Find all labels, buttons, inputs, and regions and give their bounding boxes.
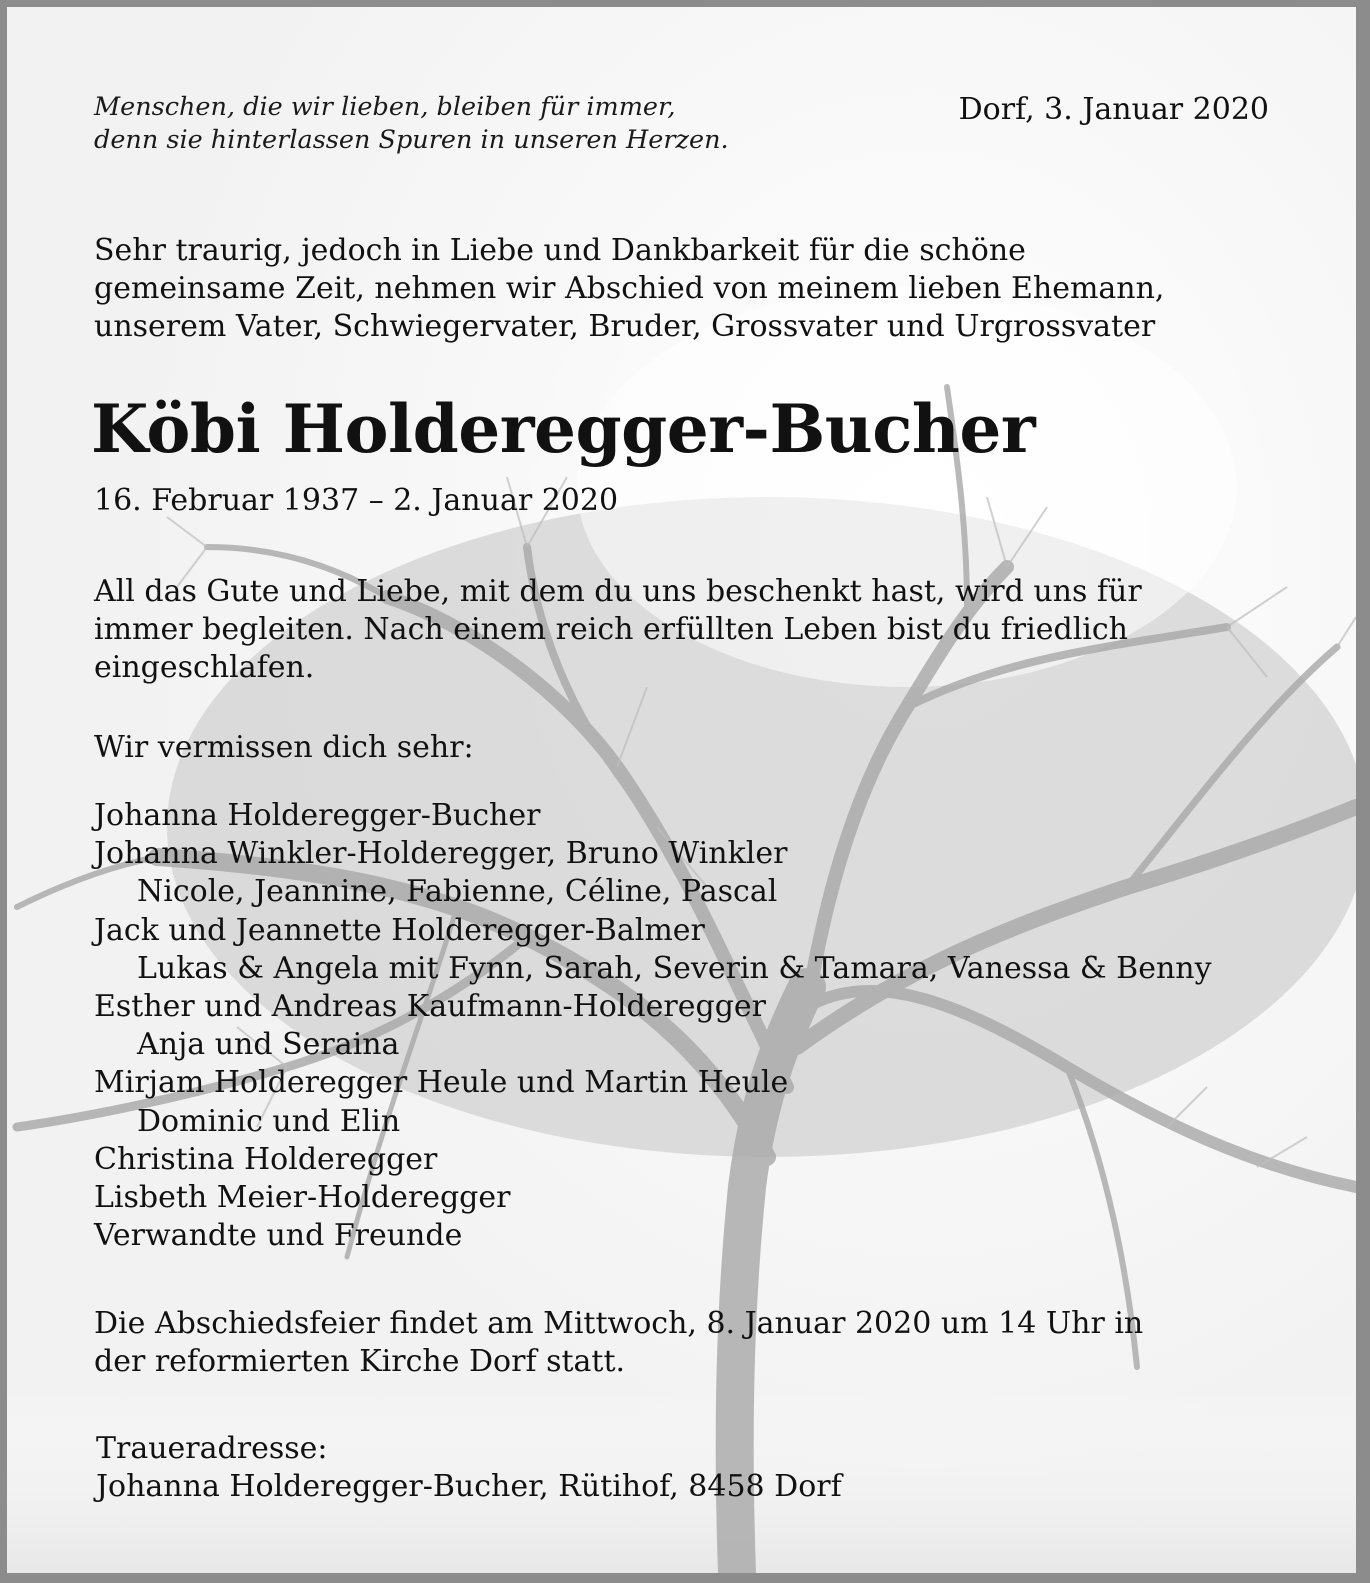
- mourner-line: Mirjam Holderegger Heule und Martin Heule: [94, 1065, 789, 1101]
- address-label: Traueradresse:: [96, 1431, 328, 1466]
- tribute-line: All das Gute und Liebe, mit dem du uns beschenkt hast, wird uns für: [94, 574, 1142, 609]
- intro-line: gemeinsame Zeit, nehmen wir Abschied von meinem lieben Ehemann,: [94, 271, 1165, 306]
- tribute-line: immer begleiten. Nach einem reich erfüllten Leben bist du friedlich: [94, 612, 1129, 647]
- mourner-line: Verwandte und Freunde: [94, 1218, 463, 1254]
- mourner-subline: Anja und Seraina: [137, 1027, 400, 1063]
- notice-content: [7, 7, 1356, 1573]
- motto-line: Menschen, die wir lieben, bleiben für immer,: [94, 92, 676, 122]
- motto-line: denn sie hinterlassen Spuren in unseren Herzen.: [94, 125, 729, 155]
- mourner-line: Christina Holderegger: [94, 1141, 438, 1177]
- mourner-subline: Dominic und Elin: [137, 1103, 401, 1139]
- mourner-line: Johanna Winkler-Holderegger, Bruno Winkler: [94, 836, 788, 872]
- mourning-address: [96, 1430, 842, 1506]
- motto-quote: [94, 91, 729, 157]
- ceremony-paragraph: [94, 1305, 1270, 1381]
- intro-paragraph: [94, 232, 1274, 346]
- mourner-subline: Lukas & Angela mit Fynn, Sarah, Severin & Tamara, Vanessa & Benny: [137, 950, 1212, 986]
- ceremony-line: der reformierten Kirche Dorf statt.: [94, 1344, 626, 1379]
- tribute-paragraph: [94, 573, 1274, 687]
- intro-line: Sehr traurig, jedoch in Liebe und Dankbarkeit für die schöne: [94, 233, 1026, 268]
- mourner-line: Lisbeth Meier-Holderegger: [94, 1180, 511, 1216]
- intro-line: unserem Vater, Schwiegervater, Bruder, Grossvater und Urgrossvater: [94, 309, 1156, 344]
- life-dates: 16. Februar 1937 – 2. Januar 2020: [94, 483, 619, 518]
- mourner-subline: Nicole, Jeannine, Fabienne, Céline, Pascal: [137, 874, 778, 910]
- address-value: Johanna Holderegger-Bucher, Rütihof, 8458 Dorf: [96, 1469, 842, 1504]
- tribute-line: eingeschlafen.: [94, 650, 315, 685]
- mourner-line: Jack und Jeannette Holderegger-Balmer: [94, 912, 705, 948]
- mourner-line: Johanna Holderegger-Bucher: [94, 798, 541, 833]
- miss-heading: Wir vermissen dich sehr:: [94, 730, 474, 765]
- ceremony-line: Die Abschiedsfeier findet am Mittwoch, 8. Januar 2020 um 14 Uhr in: [94, 1306, 1144, 1341]
- dateline: Dorf, 3. Januar 2020: [958, 92, 1269, 127]
- deceased-name: Köbi Holderegger-Bucher: [91, 390, 1036, 468]
- mourner-line: Esther und Andreas Kaufmann-Holderegger: [94, 989, 766, 1025]
- mourners-list: [94, 797, 1212, 1255]
